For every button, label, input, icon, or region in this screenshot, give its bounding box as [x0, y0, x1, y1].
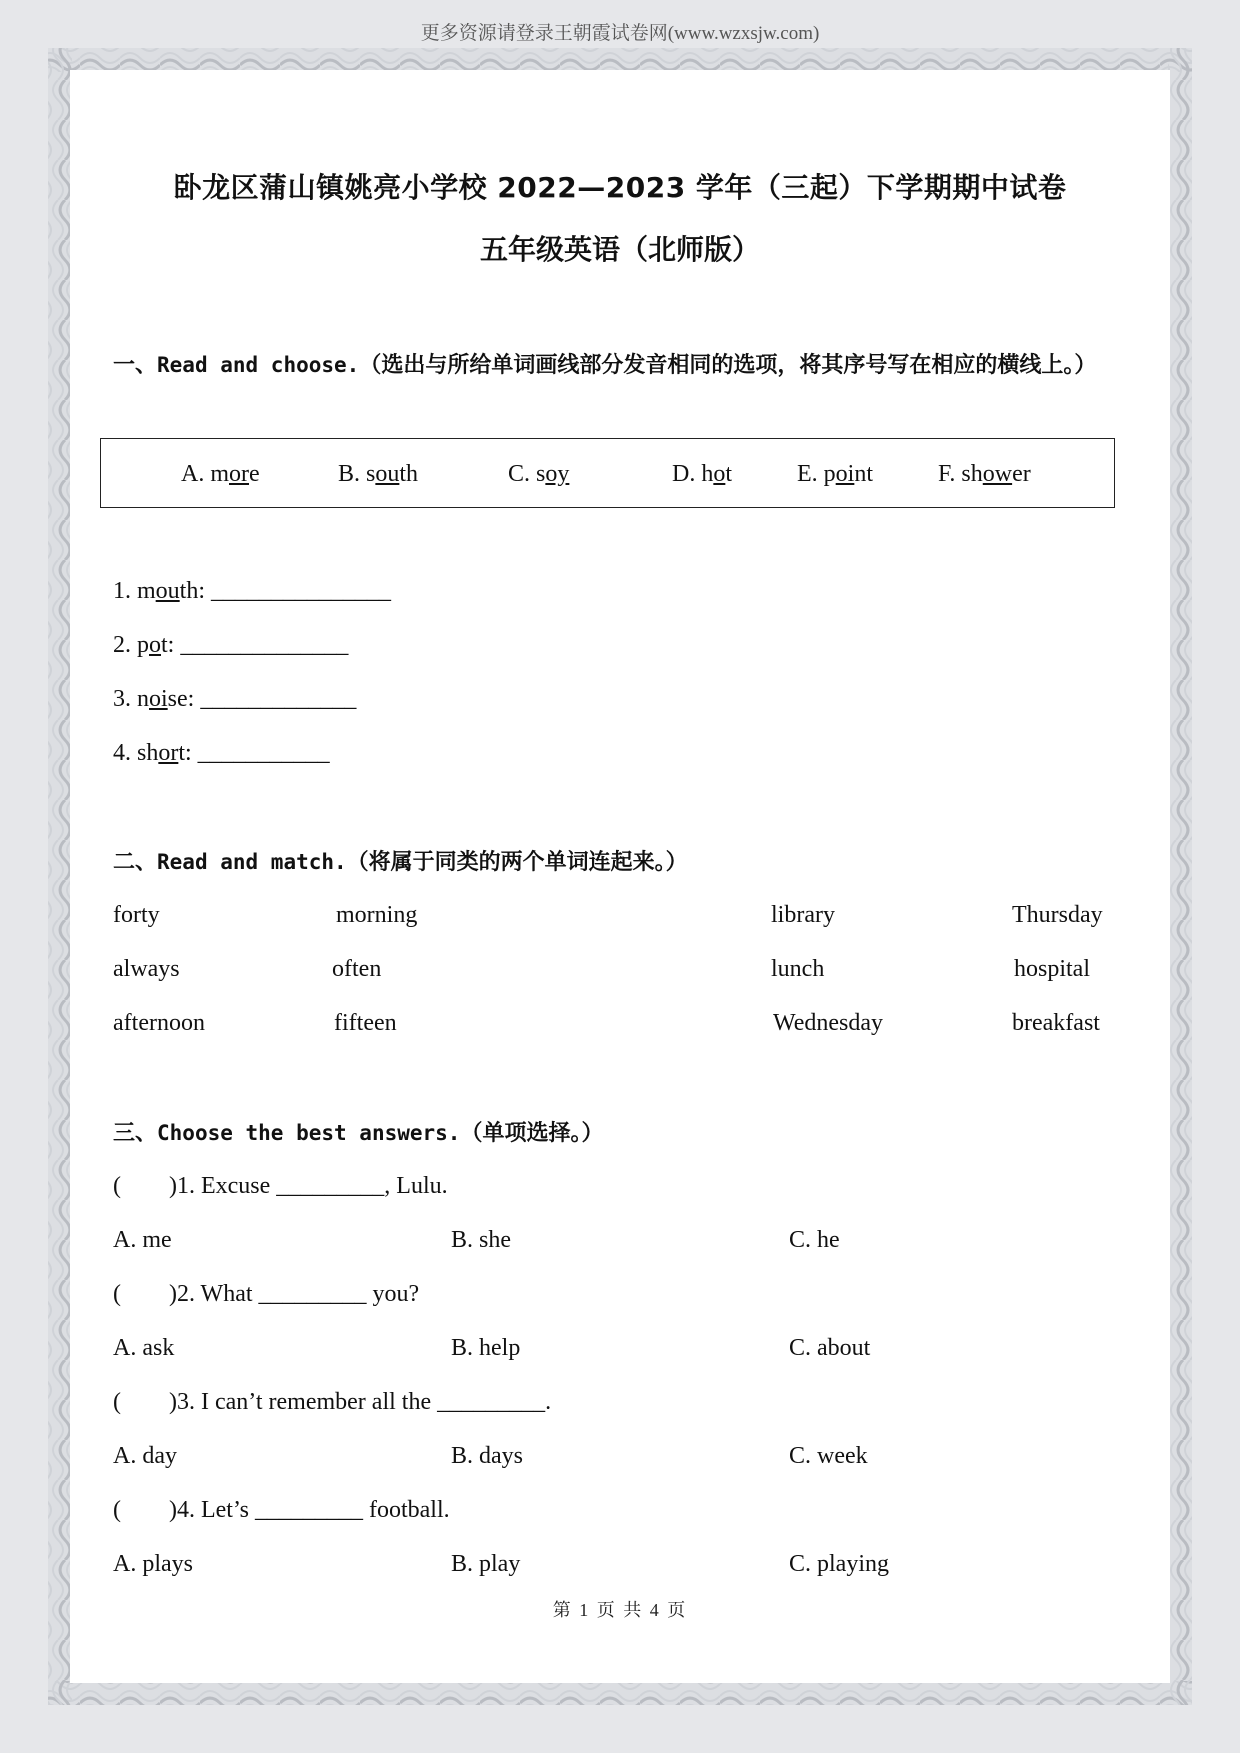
mc-option[interactable]: C. about — [789, 1335, 871, 1361]
option-e: E. point — [797, 461, 874, 487]
match-word[interactable]: fifteen — [334, 1010, 397, 1036]
section3-heading: 三、Choose the best answers.（单项选择。） — [113, 1121, 604, 1146]
section2-heading: 二、Read and match.（将属于同类的两个单词连起来。） — [113, 850, 688, 875]
match-word[interactable]: hospital — [1014, 956, 1090, 982]
match-word[interactable]: often — [332, 956, 382, 982]
match-word[interactable]: lunch — [771, 956, 825, 982]
match-word[interactable]: forty — [113, 902, 160, 928]
mc-question-3[interactable]: ( )3. I can’t remember all the _________. — [113, 1389, 552, 1415]
option-c: C. soy — [508, 461, 570, 487]
section1-heading — [113, 338, 1123, 393]
option-f: F. shower — [938, 461, 1031, 487]
mc-option[interactable]: B. play — [451, 1551, 521, 1577]
match-word[interactable]: breakfast — [1012, 1010, 1100, 1036]
mc-option[interactable]: A. me — [113, 1227, 172, 1253]
match-word[interactable]: library — [771, 902, 835, 928]
mc-question-1[interactable]: ( )1. Excuse _________, Lulu. — [113, 1173, 448, 1199]
exam-title: 卧龙区蒲山镇姚亮小学校 2022—2023 学年（三起）下学期期中试卷 — [173, 171, 1067, 204]
mc-option[interactable]: C. he — [789, 1227, 840, 1253]
option-a: A. more — [181, 461, 260, 487]
page-footer: 第 1 页 共 4 页 — [552, 1600, 688, 1620]
section1-number: 一、 — [113, 353, 158, 378]
question-1-2[interactable]: 2. pot: ______________ — [113, 632, 349, 658]
match-word[interactable]: morning — [336, 902, 418, 928]
section1-title-en: Read and choose. — [157, 353, 360, 377]
question-1-1[interactable]: 1. mouth: _______________ — [113, 578, 392, 604]
mc-option[interactable]: C. week — [789, 1443, 868, 1469]
exam-page — [70, 70, 1170, 1683]
mc-option[interactable]: B. help — [451, 1335, 521, 1361]
mc-option[interactable]: A. day — [113, 1443, 177, 1469]
exam-subtitle: 五年级英语（北师版） — [479, 233, 760, 266]
option-b: B. south — [338, 461, 419, 487]
mc-question-4[interactable]: ( )4. Let’s _________ football. — [113, 1497, 450, 1523]
section1-instruction: （选出与所给单词画线部分发音相同的选项，将其序号写在相应的横线上。） — [359, 353, 1097, 378]
mc-option[interactable]: B. she — [451, 1227, 511, 1253]
mc-option[interactable]: A. plays — [113, 1551, 193, 1577]
header-note: 更多资源请登录王朝霞试卷网(www.wzxsjw.com) — [420, 23, 820, 44]
mc-question-2[interactable]: ( )2. What _________ you? — [113, 1281, 420, 1307]
question-1-4[interactable]: 4. short: ___________ — [113, 740, 330, 766]
question-1-3[interactable]: 3. noise: _____________ — [113, 686, 357, 712]
pronunciation-options-box — [100, 438, 1115, 508]
match-word[interactable]: Thursday — [1012, 902, 1103, 928]
mc-option[interactable]: A. ask — [113, 1335, 175, 1361]
match-word[interactable]: always — [113, 956, 180, 982]
option-d: D. hot — [672, 461, 733, 487]
match-word[interactable]: afternoon — [113, 1010, 205, 1036]
mc-option[interactable]: C. playing — [789, 1551, 889, 1577]
mc-option[interactable]: B. days — [451, 1443, 523, 1469]
match-word[interactable]: Wednesday — [773, 1010, 884, 1036]
